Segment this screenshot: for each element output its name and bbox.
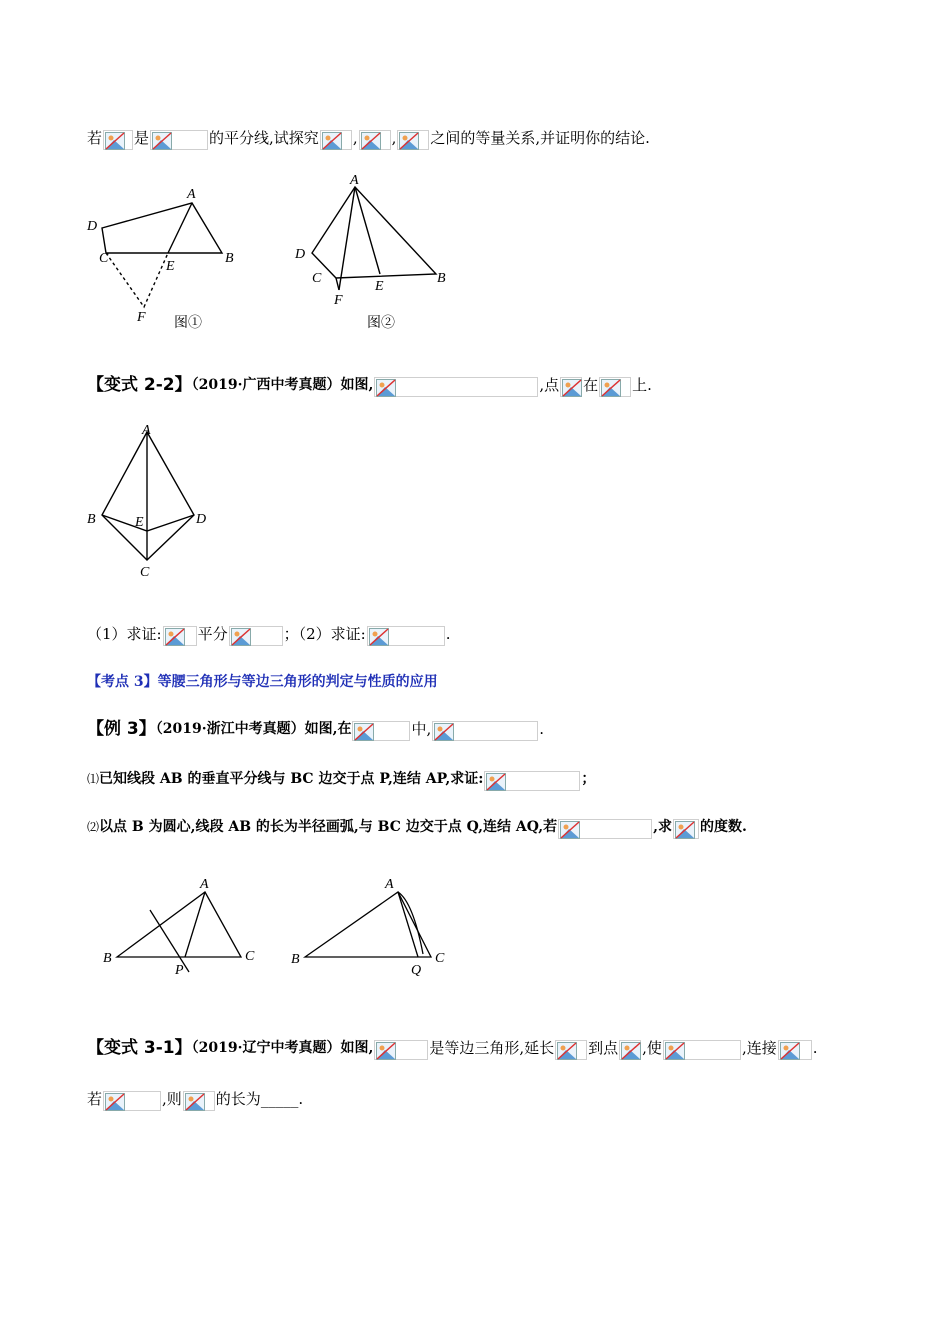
variant-tag: 【变式 2-2】	[87, 375, 192, 395]
text: ；（2）求证:	[283, 625, 366, 643]
answer-blank[interactable]: _____	[260, 1090, 299, 1108]
problem-condition-line	[87, 126, 650, 150]
text: .	[445, 625, 451, 643]
question-number: ⑵	[87, 820, 100, 834]
text: 中,	[411, 720, 432, 738]
label-E: E	[166, 259, 175, 274]
label-B: B	[291, 952, 300, 967]
label-C: C	[99, 251, 109, 266]
formula-image-icon	[558, 819, 652, 839]
formula-image-icon	[229, 626, 283, 646]
text: 之间的等量关系,并证明你的结论.	[430, 129, 650, 147]
label-A: A	[350, 173, 359, 188]
text: 的平分线,试探究	[209, 129, 319, 147]
text: ,连接	[741, 1039, 777, 1057]
text: 若	[87, 1090, 103, 1108]
question-number: ⑴	[87, 772, 100, 786]
text: ,	[391, 129, 397, 147]
source-text: （2019·浙江中考真题）如图,在	[155, 721, 352, 737]
formula-image-icon	[320, 130, 352, 150]
label-A: A	[142, 423, 151, 438]
text: 若	[87, 129, 103, 147]
text: （1）求证:	[87, 625, 162, 643]
variant-2-2-line	[87, 373, 652, 397]
label-D: D	[196, 512, 207, 527]
formula-image-icon	[555, 1040, 587, 1060]
text: 在	[583, 376, 599, 394]
formula-image-icon	[673, 819, 699, 839]
fig1a-lines	[102, 203, 222, 253]
figure-3	[95, 872, 465, 982]
label-C: C	[245, 949, 255, 964]
formula-image-icon	[183, 1091, 215, 1111]
text: 的度数.	[700, 819, 747, 835]
text: 是	[134, 129, 150, 147]
text: 到点	[588, 1039, 619, 1057]
text: .	[812, 1039, 818, 1057]
source-text: （2019·辽宁中考真题）如图,	[191, 1040, 374, 1056]
figure-1	[82, 170, 462, 340]
text: 以点 B 为圆心,线段 AB 的长为半径画弧,与 BC 边交于点 Q,连结 AQ,若	[99, 819, 558, 835]
text: .	[539, 720, 545, 738]
variant-2-2-questions	[87, 622, 451, 646]
label-D: D	[87, 219, 98, 234]
formula-image-icon	[103, 1091, 161, 1111]
text: ,点	[539, 376, 560, 394]
text: ,	[352, 129, 358, 147]
figure-2	[82, 418, 222, 583]
formula-image-icon	[484, 771, 580, 791]
example-3-question-1	[87, 767, 595, 791]
label-B: B	[437, 271, 446, 286]
variant-tag: 【变式 3-1】	[87, 1038, 192, 1058]
caption-fig-2: 图②	[367, 316, 395, 331]
formula-image-icon	[150, 130, 208, 150]
label-P: P	[175, 963, 184, 978]
formula-image-icon	[163, 626, 197, 646]
label-C: C	[435, 951, 445, 966]
formula-image-icon	[599, 377, 631, 397]
example-3-question-2	[87, 815, 747, 839]
label-D: D	[295, 247, 306, 262]
variant-3-1-line	[87, 1036, 818, 1060]
formula-image-icon	[374, 1040, 428, 1060]
text: 已知线段 AB 的垂直平分线与 BC 边交于点 P,连结 AP,求证:	[99, 771, 484, 787]
label-F: F	[334, 293, 343, 308]
label-F: F	[137, 310, 146, 325]
formula-image-icon	[359, 130, 391, 150]
label-C: C	[312, 271, 322, 286]
label-B: B	[87, 512, 96, 527]
text: ,使	[642, 1039, 662, 1057]
formula-image-icon	[352, 721, 410, 741]
formula-image-icon	[103, 130, 133, 150]
formula-image-icon	[374, 377, 538, 397]
text: ,则	[162, 1090, 182, 1108]
label-E: E	[135, 515, 144, 530]
text: 上.	[632, 376, 652, 394]
formula-image-icon	[663, 1040, 741, 1060]
caption-fig-1: 图①	[174, 316, 202, 331]
text: ,求	[653, 819, 672, 835]
label-E: E	[375, 279, 384, 294]
topic-3-heading: 【考点 3】等腰三角形与等边三角形的判定与性质的应用	[87, 674, 438, 690]
label-B: B	[103, 951, 112, 966]
source-text: （2019·广西中考真题）如图,	[191, 377, 374, 393]
label-A: A	[385, 877, 394, 892]
text: ；	[581, 771, 596, 787]
label-B: B	[225, 251, 234, 266]
label-Q: Q	[411, 963, 422, 978]
example-3-line	[87, 717, 544, 741]
formula-image-icon	[397, 130, 429, 150]
formula-image-icon	[432, 721, 538, 741]
formula-image-icon	[619, 1040, 641, 1060]
variant-3-1-question	[87, 1087, 303, 1111]
label-C: C	[140, 565, 150, 580]
text: 平分	[197, 625, 228, 643]
example-tag: 【例 3】	[87, 719, 156, 739]
formula-image-icon	[367, 626, 445, 646]
text: .	[298, 1090, 304, 1108]
label-A: A	[200, 877, 209, 892]
label-A: A	[187, 187, 196, 202]
formula-image-icon	[778, 1040, 812, 1060]
text: 的长为	[215, 1090, 261, 1108]
formula-image-icon	[560, 377, 582, 397]
text: 是等边三角形,延长	[429, 1039, 555, 1057]
